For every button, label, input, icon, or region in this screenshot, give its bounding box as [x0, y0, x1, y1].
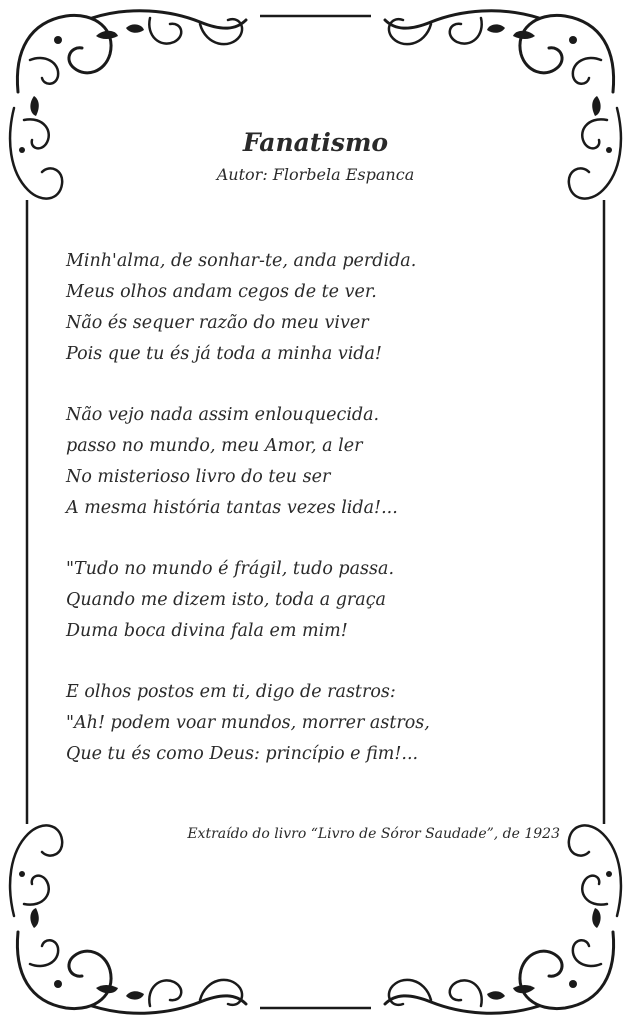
poem-line: passo no mundo, meu Amor, a ler: [66, 436, 363, 456]
poem-line: Meus olhos andam cegos de te ver.: [66, 282, 377, 302]
poem-line: E olhos postos em ti, digo de rastros:: [66, 682, 396, 702]
poem-title: Fanatismo: [242, 128, 389, 157]
stanza-3: [66, 554, 566, 647]
stanza-1: [66, 246, 566, 370]
poem-line: Minh'alma, de sonhar-te, anda perdida.: [66, 251, 417, 271]
ornament-bottom-left: [10, 825, 246, 1013]
stanza-2: [66, 400, 566, 524]
poem-line: Duma boca divina fala em mim!: [66, 621, 348, 641]
source-citation: Extraído do livro “Livro de Sóror Saudade”, de 1923: [187, 826, 560, 842]
poem-author: Autor: Florbela Espanca: [216, 165, 415, 184]
poem-line: Não vejo nada assim enlouquecida.: [66, 405, 380, 425]
stanza-4: [66, 677, 566, 770]
poem-line: "Ah! podem voar mundos, morrer astros,: [66, 713, 430, 733]
poem-body: [66, 246, 566, 800]
ornament-bottom-right: [385, 825, 621, 1013]
poem-line: Que tu és como Deus: princípio e fim!...: [66, 744, 419, 764]
poem-line: Pois que tu és já toda a minha vida!: [66, 344, 382, 364]
poem-line: "Tudo no mundo é frágil, tudo passa.: [66, 559, 395, 579]
poem-line: Quando me dizem isto, toda a graça: [66, 590, 386, 610]
poem-line: A mesma história tantas vezes lida!...: [66, 498, 398, 518]
poem-line: No misterioso livro do teu ser: [66, 467, 331, 487]
poem-line: Não és sequer razão do meu viver: [66, 313, 369, 333]
